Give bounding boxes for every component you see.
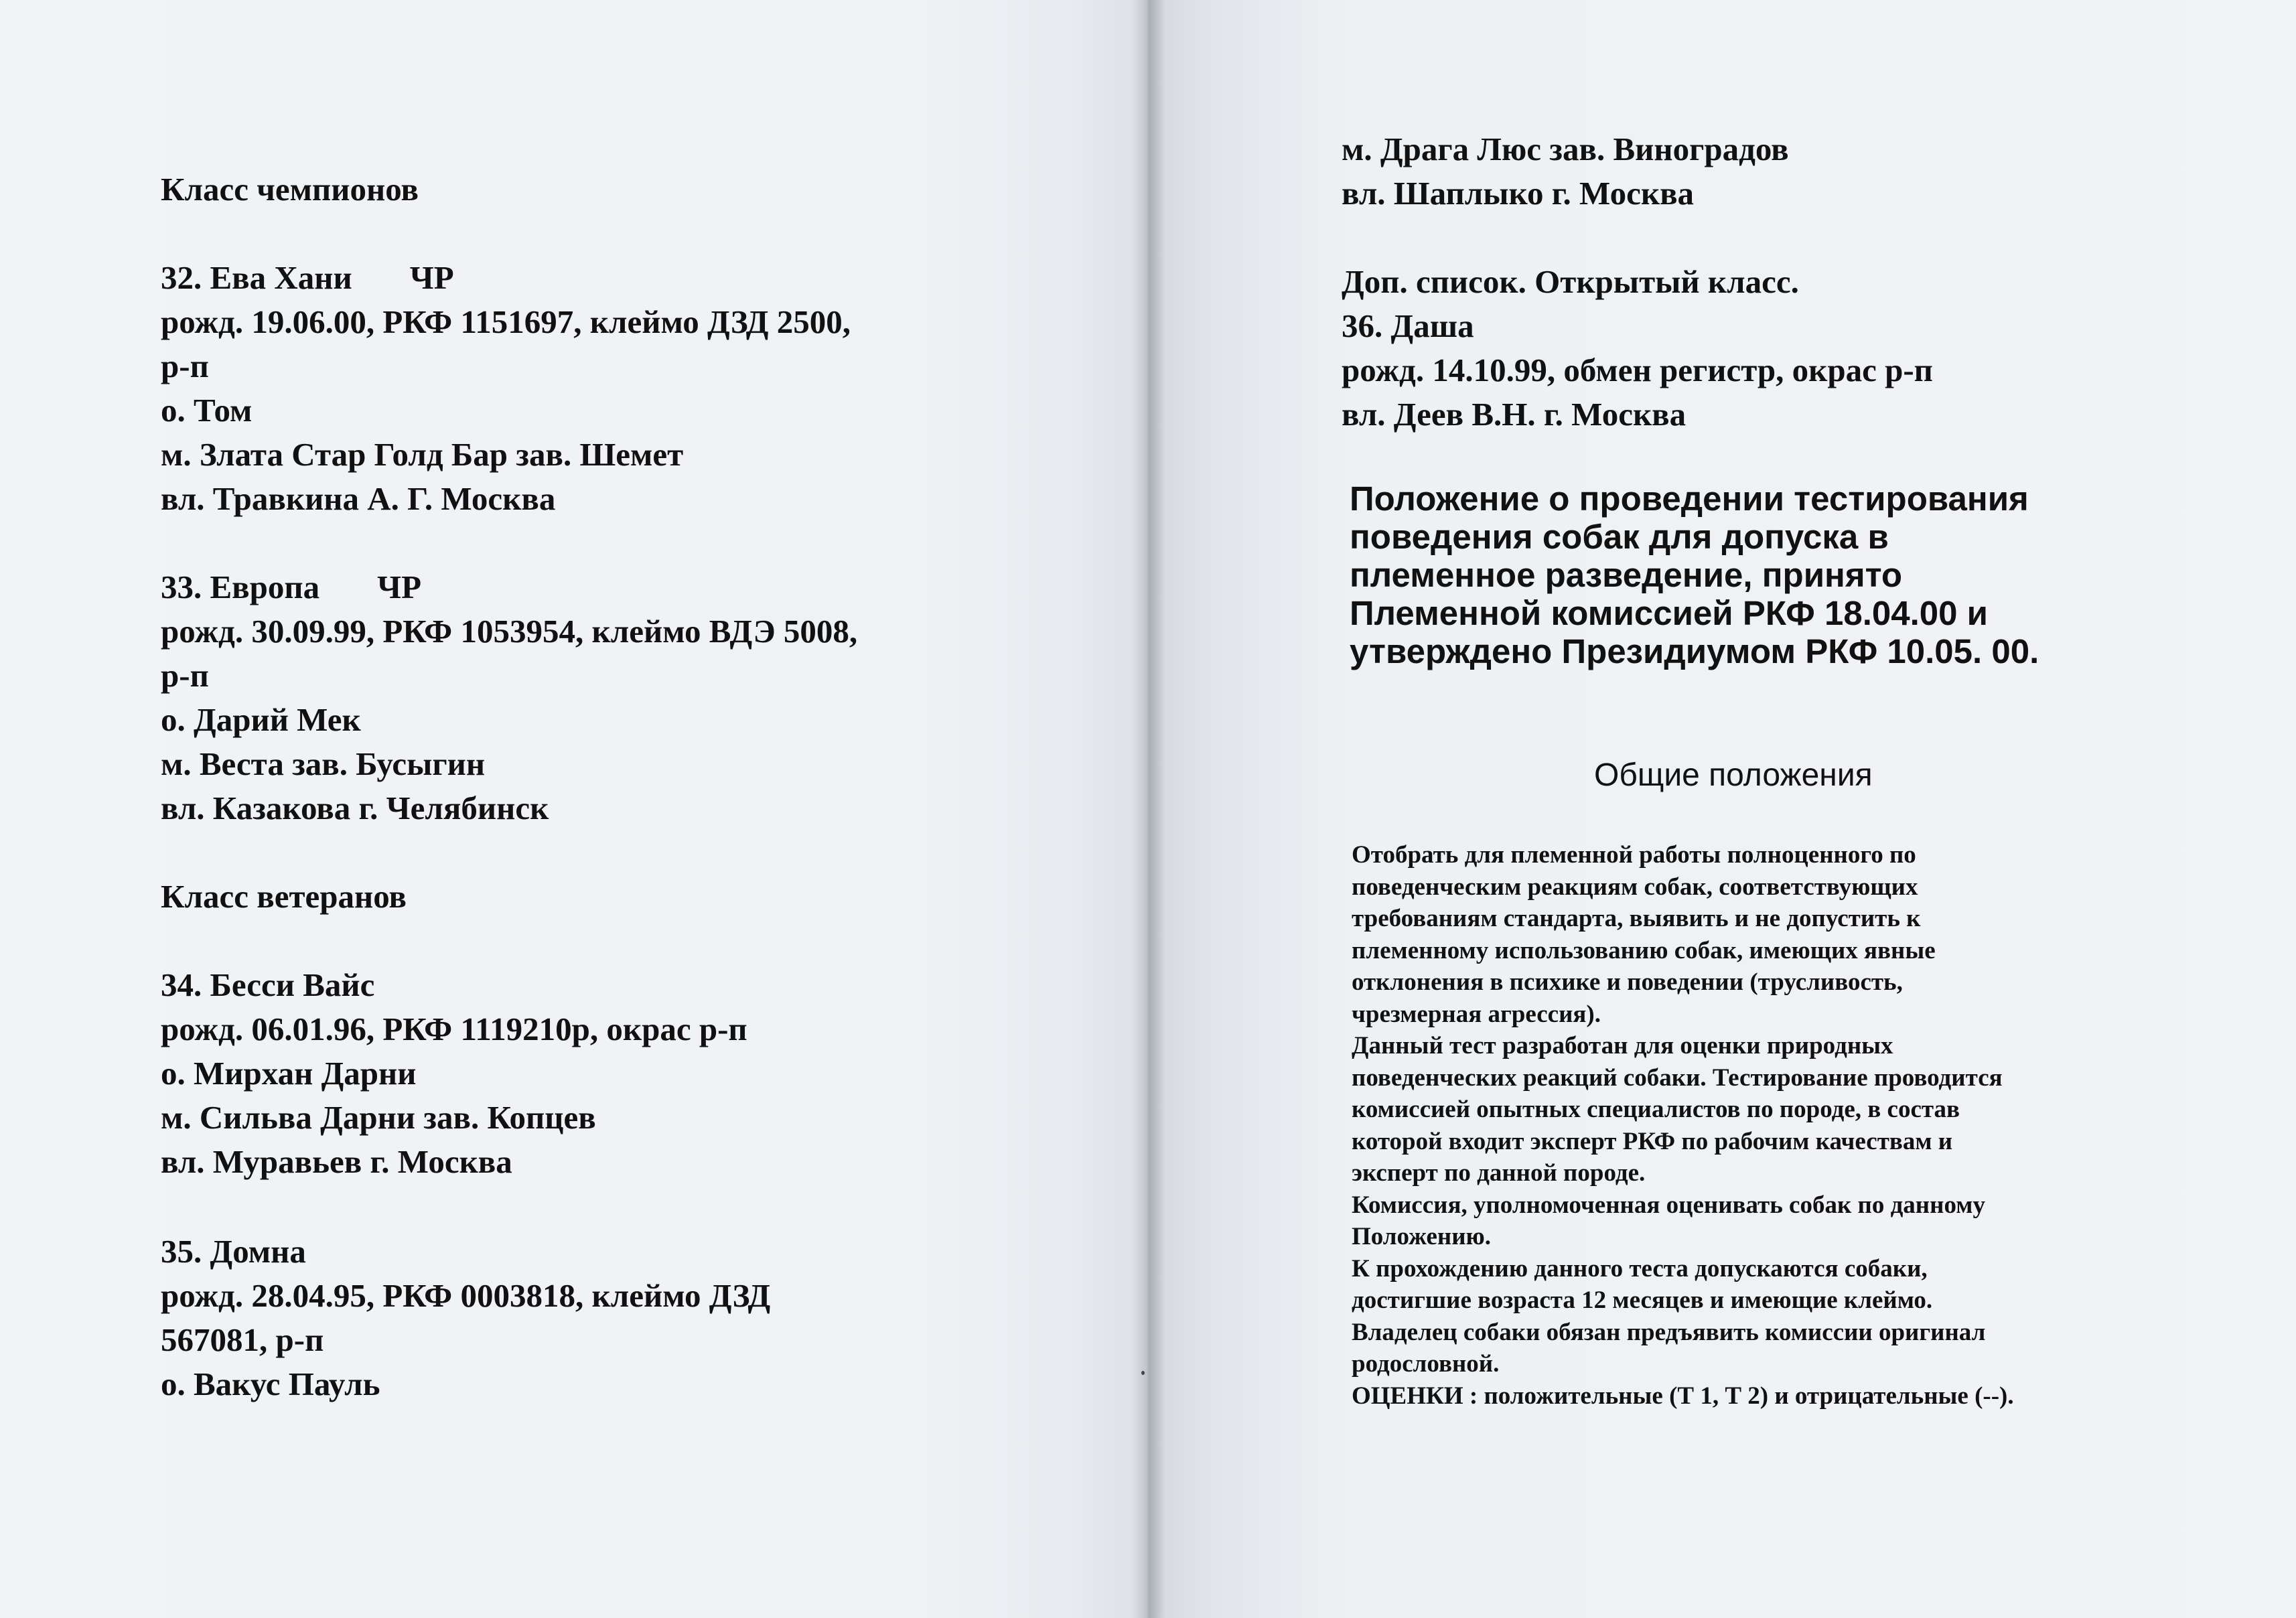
regulation-heading-line: поведения собак для допуска в — [1350, 518, 1889, 556]
entry-34-owner: вл. Муравьев г. Москва — [161, 1143, 512, 1180]
book-gutter-shadow — [1132, 0, 1165, 1618]
left-page — [0, 0, 1147, 1618]
entry-35-owner: вл. Шаплыко г. Москва — [1342, 175, 1695, 212]
entry-35-birth: рожд. 28.04.95, РКФ 0003818, клеймо ДЗД — [161, 1277, 771, 1314]
entry-32-birth: рожд. 19.06.00, РКФ 1151697, клеймо ДЗД 2500, — [161, 303, 851, 340]
body-line: поведенческих реакций собаки. Тестирование проводится — [1352, 1063, 2003, 1092]
extra-list-heading: Доп. список. Открытый класс. — [1342, 263, 1799, 300]
entry-33-name-line — [161, 565, 1065, 609]
paper-speck — [1141, 1371, 1145, 1375]
body-line: Комиссия, уполномоченная оценивать собак по данному — [1352, 1191, 1985, 1219]
body-line: эксперт по данной породе. — [1352, 1159, 1646, 1187]
entry-36-name: 36. Даша — [1342, 307, 1474, 344]
body-line: поведенческим реакциям собак, соответствующих — [1352, 873, 1918, 901]
entry-35-father: о. Вакус Пауль — [161, 1366, 380, 1402]
body-line: требованиям стандарта, выявить и не допустить к — [1352, 905, 1921, 932]
section-title-general: Общие положения — [1594, 757, 1873, 793]
class-heading-veterans: Класс ветеранов — [161, 878, 407, 915]
entry-32-title-tag: ЧР — [409, 259, 454, 296]
body-line: комиссией опытных специалистов по породе, в состав — [1352, 1096, 1960, 1123]
entry-33-name: 33. Европа — [161, 569, 320, 605]
entry-32-father: о. Том — [161, 392, 253, 429]
entry-33-birth: рожд. 30.09.99, РКФ 1053954, клеймо ВДЭ 5008, — [161, 613, 858, 650]
body-line: К прохождению данного теста допускаются собаки, — [1352, 1254, 1928, 1282]
general-provisions-text — [1352, 839, 2242, 1412]
body-line: Отобрать для племенной работы полноценного по — [1352, 841, 1916, 869]
entry-33-mother: м. Веста зав. Бусыгин — [161, 745, 486, 782]
body-line: родословной. — [1352, 1350, 1500, 1378]
body-line: чрезмерная агрессия). — [1352, 1000, 1601, 1028]
entry-35-name: 35. Домна — [161, 1233, 306, 1270]
body-line: отклонения в психике и поведении (трусливость, — [1352, 968, 1903, 996]
catalog-entries-left — [161, 167, 1065, 1406]
entry-33-father: о. Дарий Мек — [161, 701, 361, 738]
entry-34-name: 34. Бесси Вайс — [161, 966, 375, 1003]
body-line: племенному использованию собак, имеющих явные — [1352, 936, 1936, 964]
body-line: Владелец собаки обязан предъявить комиссии оригинал — [1352, 1318, 1986, 1346]
regulation-heading-line: Положение о проведении тестирования — [1350, 480, 2029, 518]
entry-34-father: о. Мирхан Дарни — [161, 1055, 417, 1092]
regulation-heading-line: утверждено Президиумом РКФ 10.05. 00. — [1350, 632, 2039, 670]
class-heading-champions: Класс чемпионов — [161, 171, 419, 208]
entry-34-birth: рожд. 06.01.96, РКФ 1119210р, окрас р-п — [161, 1011, 747, 1047]
body-line: ОЦЕНКИ : положительные (Т 1, Т 2) и отрицательные (--). — [1352, 1382, 2014, 1410]
entry-36-owner: вл. Деев В.Н. г. Москва — [1342, 396, 1687, 433]
entry-32-name: 32. Ева Хани — [161, 259, 352, 296]
entry-35-mother: м. Драга Люс зав. Виноградов — [1342, 131, 1789, 167]
entry-32-color: р-п — [161, 348, 209, 384]
body-line: Положению. — [1352, 1223, 1492, 1250]
entry-33-title-tag: ЧР — [377, 569, 422, 605]
regulation-heading-line: племенное разведение, принято — [1350, 556, 1903, 594]
entry-33-owner: вл. Казакова г. Челябинск — [161, 790, 549, 826]
entry-32-mother: м. Злата Стар Голд Бар зав. Шемет — [161, 436, 684, 473]
catalog-entries-right — [1342, 127, 2239, 437]
body-line: которой входит эксперт РКФ по рабочим качествам и — [1352, 1127, 1953, 1155]
entry-33-color: р-п — [161, 657, 209, 694]
entry-32-owner: вл. Травкина А. Г. Москва — [161, 480, 556, 517]
regulation-heading — [1350, 480, 2240, 670]
body-line: Данный тест разработан для оценки природных — [1352, 1032, 1893, 1059]
entry-32-name-line — [161, 256, 1065, 300]
regulation-heading-line: Племенной комиссией РКФ 18.04.00 и — [1350, 594, 1989, 632]
entry-34-mother: м. Сильва Дарни зав. Копцев — [161, 1099, 596, 1136]
entry-36-birth: рожд. 14.10.99, обмен регистр, окрас р-п — [1342, 352, 1933, 388]
body-line: достигшие возраста 12 месяцев и имеющие клеймо. — [1352, 1286, 1933, 1314]
entry-35-birth-cont: 567081, р-п — [161, 1321, 324, 1358]
